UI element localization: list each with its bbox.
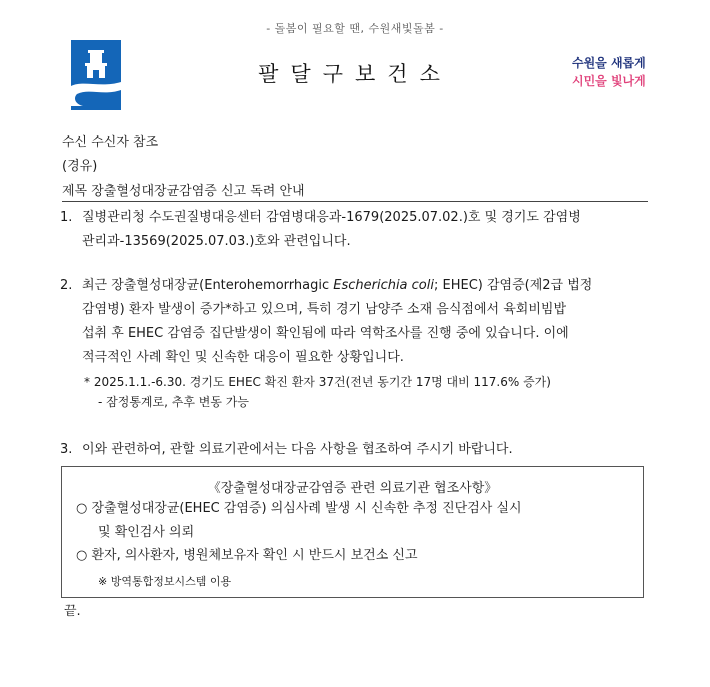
paragraph-3-line-1: 이와 관련하여, 관할 의료기관에서는 다음 사항을 협조하여 주시기 바랍니다.	[82, 442, 513, 457]
suwon-slogan-logo	[572, 54, 648, 94]
paragraph-3-number: 3.	[60, 442, 73, 457]
recipient-line: 수신 수신자 참조	[62, 135, 159, 150]
subject-divider	[62, 201, 648, 202]
paragraph-1	[60, 206, 650, 254]
paragraph-2-footnote-sub: - 잠정통계로, 추후 변동 가능	[98, 395, 249, 409]
paragraph-2-line-1-pre: 최근 장출혈성대장균(Enterohemorrhagic	[82, 278, 334, 293]
paragraph-2-species-name: Escherichia coli	[333, 278, 434, 293]
subject-line: 제목 장출혈성대장균감염증 신고 독려 안내	[62, 184, 305, 199]
cooperation-item-1-line-1: ○ 장출혈성대장균(EHEC 감염증) 의심사례 발생 시 신속한 추정 진단검사 실시	[76, 501, 522, 516]
end-mark: 끝.	[64, 604, 81, 619]
cooperation-item-2: ○ 환자, 의사환자, 병원체보유자 확인 시 반드시 보건소 신고	[76, 548, 418, 563]
paragraph-1-line-2: 관리과-13569(2025.07.03.)호와 관련입니다.	[82, 234, 351, 249]
paragraph-3	[60, 438, 650, 462]
cooperation-item-1	[76, 497, 636, 545]
org-title: 팔달구보건소	[258, 62, 452, 86]
brand-slogan-line2: 시민을 빛나게	[572, 74, 646, 88]
paragraph-2-number: 2.	[60, 278, 73, 293]
paragraph-2-line-4: 적극적인 사례 확인 및 신속한 대응이 필요한 상황입니다.	[82, 350, 404, 365]
paragraph-2-line-2: 감염병) 환자 발생이 증가*하고 있으며, 특히 경기 남양주 소재 음식점에서 육회비빔밥	[82, 302, 566, 317]
via-line: (경유)	[62, 159, 98, 174]
paragraph-2-line-3: 섭취 후 EHEC 감염증 집단발생이 확인됨에 따라 역학조사를 진행 중에 있습니다. 이에	[82, 326, 569, 341]
paragraph-2	[60, 274, 650, 412]
slogan-text: - 돌봄이 필요할 땐, 수원새빛돌봄 -	[266, 22, 444, 35]
cooperation-item-2-note: ※ 방역통합정보시스템 이용	[98, 575, 232, 588]
cooperation-box-title: 《장출혈성대장균감염증 관련 의료기관 협조사항》	[207, 481, 498, 496]
cooperation-item-1-line-2: 및 확인검사 의뢰	[98, 525, 195, 540]
paragraph-2-footnote: * 2025.1.1.-6.30. 경기도 EHEC 확진 환자 37건(전년 동기간 17명 대비 117.6% 증가)	[84, 375, 551, 389]
brand-slogan-line1: 수원을 새롭게	[572, 56, 646, 70]
paragraph-1-line-1: 질병관리청 수도권질병대응센터 감염병대응과-1679(2025.07.02.)호 및 경기도 감염병	[82, 210, 581, 225]
cooperation-box	[61, 466, 644, 598]
paragraph-2-line-1-post: ; EHEC) 감염증(제2급 법정	[433, 278, 593, 293]
paragraph-1-number: 1.	[60, 210, 73, 225]
